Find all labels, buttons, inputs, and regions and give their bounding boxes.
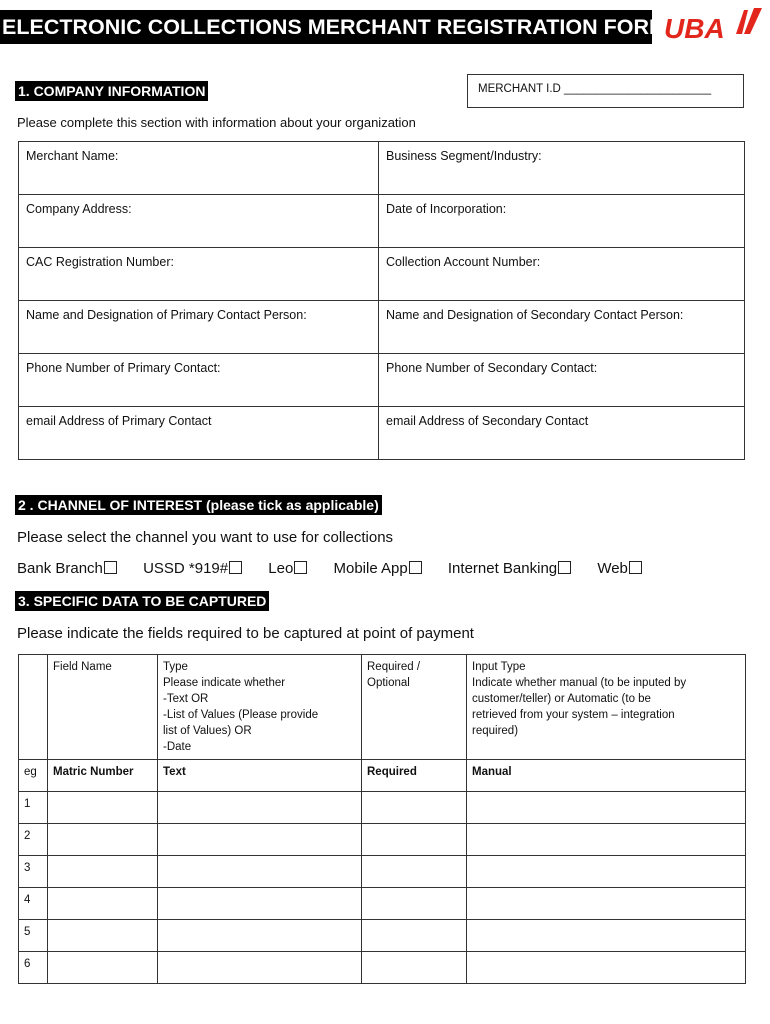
row-number: 1 <box>19 792 48 824</box>
required-cell[interactable] <box>362 888 467 920</box>
form-title: ELECTRONIC COLLECTIONS MERCHANT REGISTRATION FORM <box>0 10 652 44</box>
channel-leo[interactable] <box>268 560 307 577</box>
section3-instruction: Please indicate the fields required to be captured at point of payment <box>17 625 474 642</box>
section3-heading: 3. SPECIFIC DATA TO BE CAPTURED <box>15 591 269 611</box>
channel-label: Mobile App <box>333 560 408 577</box>
checkbox[interactable] <box>558 561 571 574</box>
checkbox[interactable] <box>629 561 642 574</box>
input-type-cell[interactable] <box>467 792 746 824</box>
channel-label: Web <box>597 560 628 577</box>
field-name-cell[interactable] <box>48 792 158 824</box>
example-required: Required <box>362 760 467 792</box>
type-cell[interactable] <box>158 824 362 856</box>
field-name-cell[interactable] <box>48 920 158 952</box>
example-field-name: Matric Number <box>48 760 158 792</box>
required-cell[interactable] <box>362 824 467 856</box>
checkbox[interactable] <box>104 561 117 574</box>
logo-text: UBA <box>664 13 725 44</box>
row-number: 3 <box>19 856 48 888</box>
field-name-cell[interactable] <box>48 888 158 920</box>
example-input-type: Manual <box>467 760 746 792</box>
collection-account-field[interactable]: Collection Account Number: <box>379 248 745 301</box>
table-row <box>19 920 746 952</box>
header-blank <box>19 655 48 760</box>
header-required: Required / Optional <box>362 655 467 760</box>
example-type: Text <box>158 760 362 792</box>
row-number: 5 <box>19 920 48 952</box>
header-field-name: Field Name <box>48 655 158 760</box>
table-row <box>19 792 746 824</box>
header-type: Type Please indicate whether -Text OR -List of Values (Please provide list of Values) OR -Date <box>158 655 362 760</box>
company-info-table <box>18 141 745 460</box>
required-cell[interactable] <box>362 952 467 984</box>
required-cell[interactable] <box>362 920 467 952</box>
secondary-contact-name-field[interactable]: Name and Designation of Secondary Contact Person: <box>379 301 745 354</box>
header-input-type: Input Type Indicate whether manual (to be inputed by customer/teller) or Automatic (to be retrieved from your system – integration required) <box>467 655 746 760</box>
uba-logo <box>662 6 766 46</box>
field-name-cell[interactable] <box>48 856 158 888</box>
type-cell[interactable] <box>158 920 362 952</box>
table-row <box>19 952 746 984</box>
required-cell[interactable] <box>362 792 467 824</box>
row-label: eg <box>19 760 48 792</box>
checkbox[interactable] <box>294 561 307 574</box>
merchant-id-field[interactable]: MERCHANT I.D _______________________ <box>467 74 744 108</box>
date-of-incorporation-field[interactable]: Date of Incorporation: <box>379 195 745 248</box>
secondary-contact-phone-field[interactable]: Phone Number of Secondary Contact: <box>379 354 745 407</box>
channel-mobile-app[interactable] <box>334 560 422 577</box>
type-cell[interactable] <box>158 856 362 888</box>
secondary-contact-email-field[interactable]: email Address of Secondary Contact <box>379 407 745 460</box>
type-cell[interactable] <box>158 888 362 920</box>
section1-instruction: Please complete this section with information about your organization <box>17 115 416 130</box>
channel-label: Internet Banking <box>447 560 558 577</box>
section2-heading: 2 . CHANNEL OF INTEREST (please tick as applicable) <box>15 495 382 515</box>
section2-instruction: Please select the channel you want to use for collections <box>17 529 394 546</box>
channel-web[interactable] <box>597 560 642 577</box>
input-type-cell[interactable] <box>467 856 746 888</box>
type-cell[interactable] <box>158 792 362 824</box>
table-row <box>19 856 746 888</box>
business-segment-field[interactable]: Business Segment/Industry: <box>379 142 745 195</box>
channel-label: Bank Branch <box>17 560 103 577</box>
table-row <box>19 888 746 920</box>
field-name-cell[interactable] <box>48 824 158 856</box>
type-cell[interactable] <box>158 952 362 984</box>
table-row <box>19 824 746 856</box>
primary-contact-phone-field[interactable]: Phone Number of Primary Contact: <box>19 354 379 407</box>
section1-heading: 1. COMPANY INFORMATION <box>15 81 208 101</box>
input-type-cell[interactable] <box>467 952 746 984</box>
channel-label: Leo <box>268 560 294 577</box>
data-fields-table <box>18 654 746 984</box>
merchant-name-field[interactable]: Merchant Name: <box>19 142 379 195</box>
example-row <box>19 760 746 792</box>
primary-contact-name-field[interactable]: Name and Designation of Primary Contact Person: <box>19 301 379 354</box>
company-address-field[interactable]: Company Address: <box>19 195 379 248</box>
input-type-cell[interactable] <box>467 920 746 952</box>
checkbox[interactable] <box>229 561 242 574</box>
row-number: 2 <box>19 824 48 856</box>
checkbox[interactable] <box>409 561 422 574</box>
input-type-cell[interactable] <box>467 888 746 920</box>
row-number: 6 <box>19 952 48 984</box>
channel-options <box>17 560 747 577</box>
row-number: 4 <box>19 888 48 920</box>
required-cell[interactable] <box>362 856 467 888</box>
primary-contact-email-field[interactable]: email Address of Primary Contact <box>19 407 379 460</box>
field-name-cell[interactable] <box>48 952 158 984</box>
cac-registration-field[interactable]: CAC Registration Number: <box>19 248 379 301</box>
channel-label: USSD *919# <box>143 560 229 577</box>
channel-bank-branch[interactable] <box>17 560 117 577</box>
channel-ussd[interactable] <box>143 560 242 577</box>
input-type-cell[interactable] <box>467 824 746 856</box>
channel-internet-banking[interactable] <box>448 560 571 577</box>
